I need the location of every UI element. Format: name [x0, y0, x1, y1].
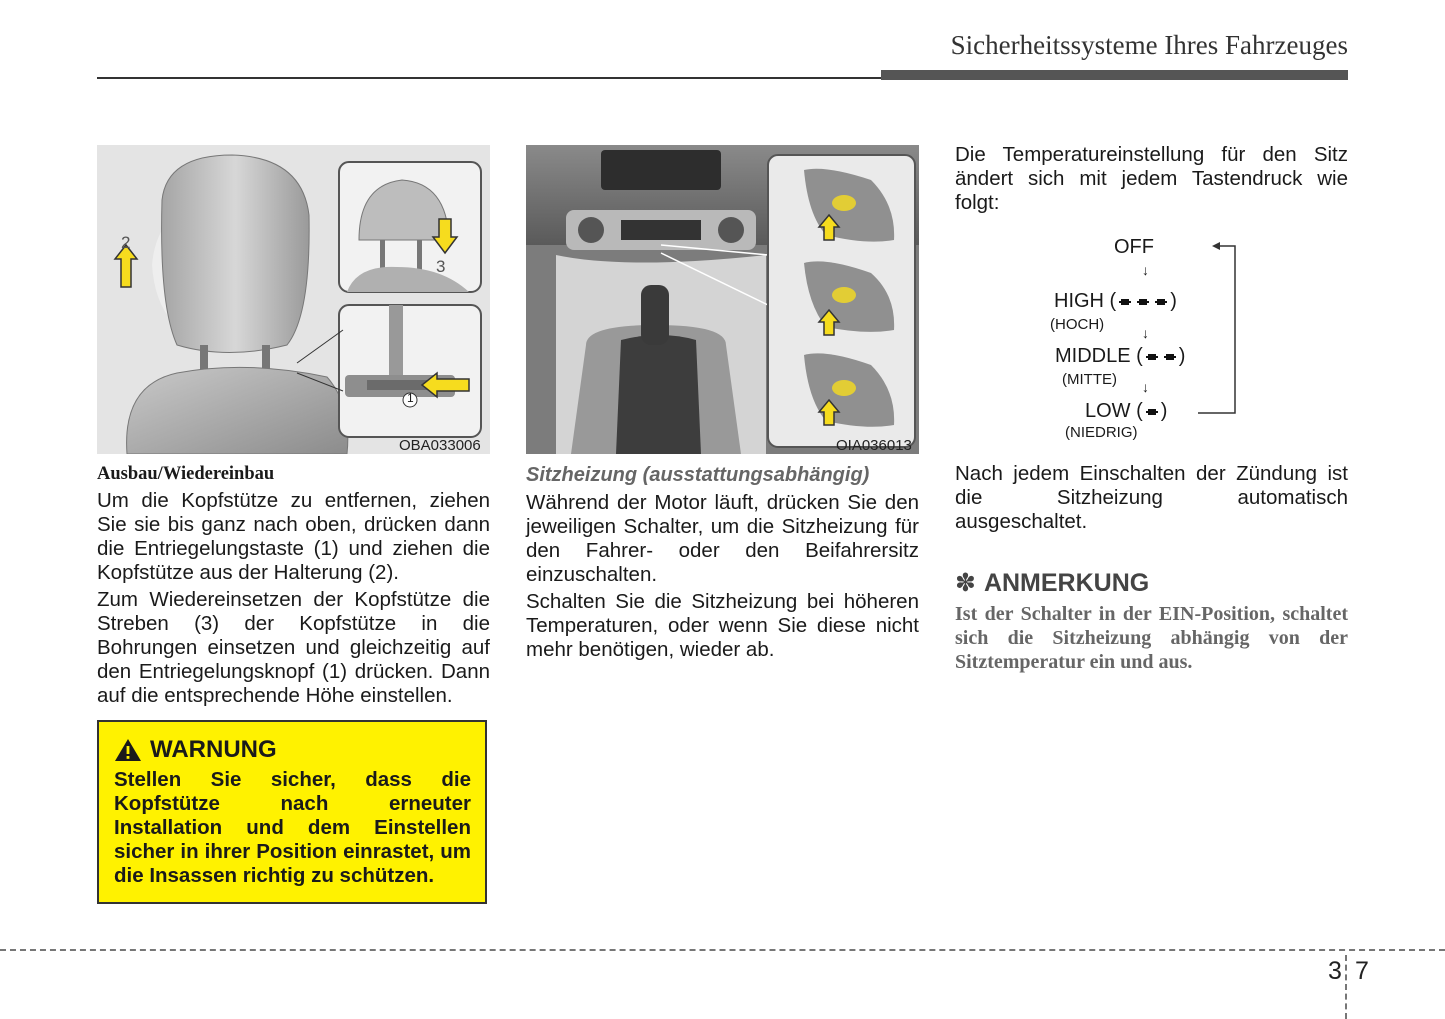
warning-text: Stellen Sie sicher, dass die Kopfstütze nach erneuter Installation und dem Einstellen sicher in ihrer Position einrastet, um die Insassen richtig zu schützen.	[114, 768, 471, 887]
state-middle	[1055, 345, 1185, 368]
state-low-close: )	[1160, 400, 1168, 422]
seat-heater-subheading: Sitzheizung (ausstattungsabhängig)	[526, 464, 870, 486]
figure-label-3: 3	[436, 257, 446, 276]
lamp-icon	[1137, 297, 1149, 307]
lamp-icon	[1155, 297, 1167, 307]
warning-heading	[114, 736, 471, 764]
state-off: OFF	[1114, 236, 1154, 258]
return-arrow-icon	[1198, 236, 1258, 416]
state-middle-close: )	[1178, 345, 1186, 367]
footer-rule	[0, 949, 1445, 951]
state-low-label: LOW (	[1085, 400, 1143, 422]
note-title: ANMERKUNG	[983, 568, 1150, 597]
header-rule-thick	[881, 70, 1348, 80]
ignition-paragraph: Nach jedem Einschalten der Zündung ist die Sitzheizung automatisch ausgeschaltet.	[955, 462, 1348, 533]
note-heading	[955, 568, 1149, 598]
removal-paragraph: Um die Kopfstütze zu entfernen, ziehen Sie sie bis ganz nach oben, drücken dann die Entriegelungstaste (1) und ziehen die Kopfstütze aus der Halterung (2).	[97, 489, 490, 584]
page-number: 7	[1355, 957, 1369, 985]
arrow-down-icon: ↓	[1142, 262, 1149, 278]
state-high-german: (HOCH)	[1050, 316, 1105, 333]
warning-triangle-icon	[114, 738, 142, 762]
footer-divider	[1345, 955, 1347, 1019]
seat-heater-paragraph: Während der Motor läuft, drücken Sie den jeweiligen Schalter, um die Sitzheizung für den Fahrer- oder den Beifahrersitz einzuschalten.	[526, 491, 919, 586]
reinstall-paragraph: Zum Wiedereinsetzen der Kopfstütze die Streben (3) der Kopfstütze in die Bohrungen einsetzen und gleichzeitig auf den Entriegelungsknopf (1) drücken. Dann auf die entsprechende Höhe einstellen.	[97, 588, 490, 707]
seat-heater-off-paragraph: Schalten Sie die Sitzheizung bei höheren Temperaturen, oder wenn Sie diese nicht mehr benötigen, wieder ab.	[526, 590, 919, 661]
header-rule	[97, 77, 881, 79]
lamp-icon	[1164, 352, 1176, 362]
state-high-label: HIGH (	[1054, 290, 1117, 312]
temperature-intro: Die Temperatureinstellung für den Sitz ändert sich mit jedem Tastendruck wie folgt:	[955, 143, 1348, 214]
state-middle-german: (MITTE)	[1062, 371, 1117, 388]
figure-code-middle: OIA036013	[836, 437, 912, 454]
headrest-figure	[97, 145, 490, 454]
state-low-german: (NIEDRIG)	[1065, 424, 1138, 441]
running-header-title: Sicherheitssysteme Ihres Fahrzeuges	[950, 30, 1348, 60]
state-middle-label: MIDDLE (	[1055, 345, 1143, 367]
state-high	[1054, 290, 1177, 313]
lamp-icon	[1146, 407, 1158, 417]
temperature-cycle-diagram	[1040, 232, 1280, 447]
warning-title: WARNUNG	[150, 736, 277, 763]
state-high-close: )	[1170, 290, 1177, 312]
headrest-illustration	[97, 145, 490, 454]
arrow-down-icon: ↓	[1142, 379, 1149, 395]
section-heading: Ausbau/Wiedereinbau	[97, 464, 275, 484]
lamp-icon	[1146, 352, 1158, 362]
seat-heater-figure	[526, 145, 919, 454]
figure-label-2: 2	[121, 233, 131, 252]
figure-code-left: OBA033006	[399, 437, 481, 454]
note-text: Ist der Schalter in der EIN-Position, schaltet sich die Sitzheizung abhängig von der Sitztemperatur ein und aus.	[955, 603, 1348, 673]
section-number: 3	[1328, 957, 1342, 985]
center-console-illustration	[526, 145, 919, 454]
figure-label-1: 1	[407, 391, 414, 405]
asterisk-icon: ✽	[955, 569, 976, 597]
lamp-icon	[1119, 297, 1131, 307]
arrow-down-icon: ↓	[1142, 325, 1149, 341]
warning-box	[97, 720, 487, 904]
state-low	[1085, 400, 1167, 423]
